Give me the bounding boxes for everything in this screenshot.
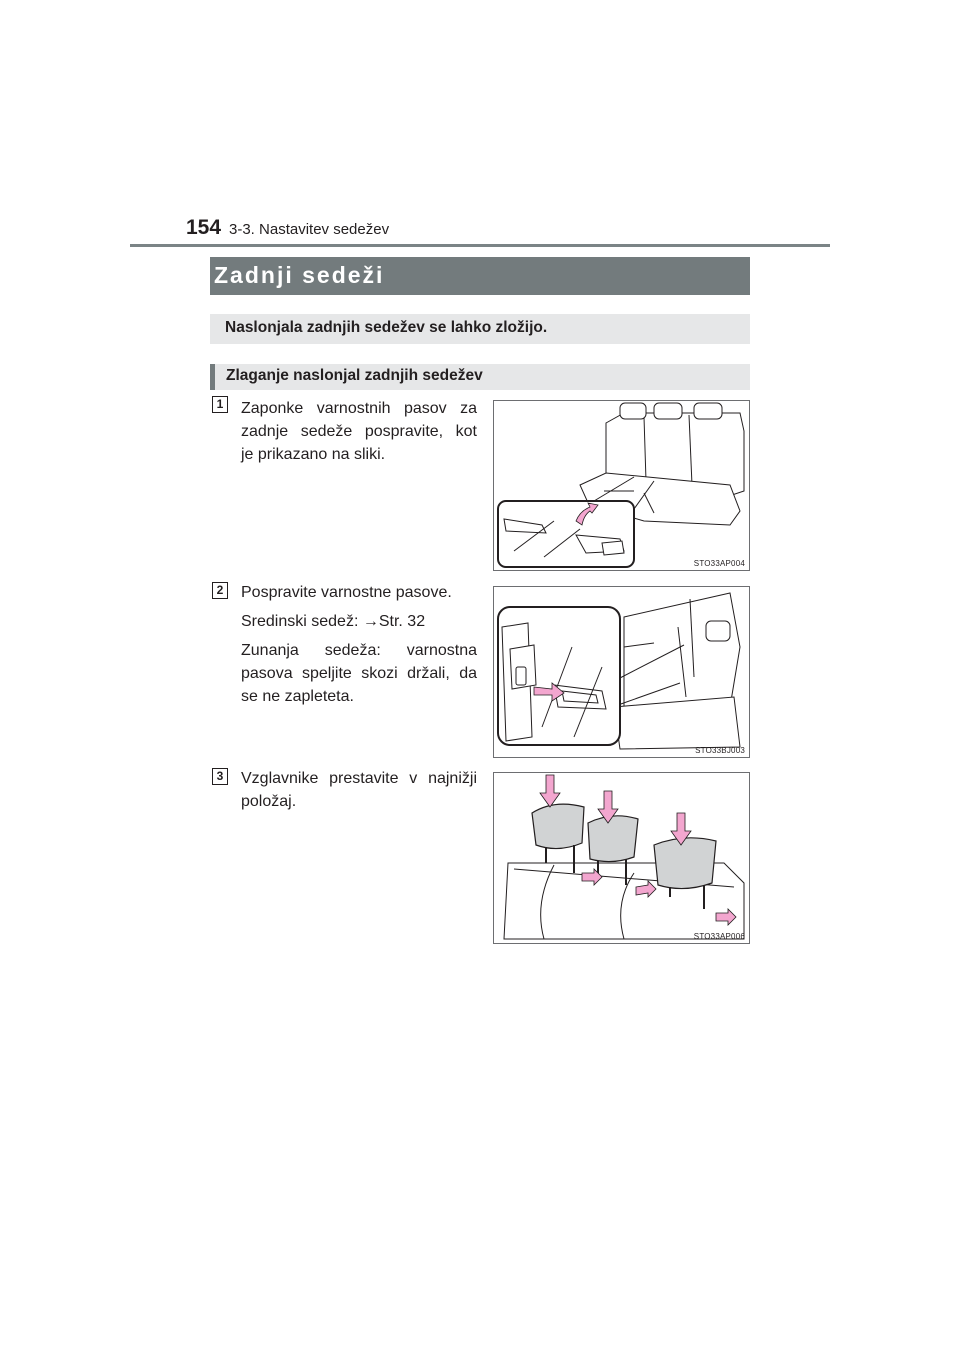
step-3-line: položaj. [241, 793, 297, 810]
step-2-line: pasova speljite skozi držali, da [241, 665, 477, 682]
section-title: Zadnji sedeži [214, 262, 385, 288]
figure-code: STO33BJ003 [695, 746, 745, 755]
header-rule [130, 244, 830, 247]
figure-code: STO33AP004 [693, 559, 745, 568]
step-1-line: je prikazano na sliki. [241, 446, 386, 463]
page-number: 154 [186, 216, 222, 239]
step-2-line: se ne zapleteta. [241, 688, 354, 705]
figure-code: STO33AP006 [693, 932, 745, 941]
step-number-3: 3 [212, 768, 228, 785]
subsection-title: Zlaganje naslonjal zadnjih sedežev [226, 367, 483, 384]
step-2-line: Zunanja sedeža: varnostna [241, 642, 477, 659]
step-number-2: 2 [212, 582, 228, 599]
headrests-illustration [494, 773, 749, 943]
figure-rear-seat-buckles [493, 400, 750, 571]
rear-seat-buckle-illustration [494, 401, 749, 570]
figure-seat-belt-holder [493, 586, 750, 758]
step-1-line: Zaponke varnostnih pasov za [241, 400, 477, 417]
chapter-title: 3-3. Nastavitev sedežev [229, 221, 390, 238]
step-number-1: 1 [212, 396, 228, 413]
step-1-text [241, 397, 477, 466]
intro-text: Naslonjala zadnjih sedežev se lahko zložijo. [225, 319, 548, 336]
down-arrow-icon [540, 775, 560, 807]
step-2-text [241, 581, 477, 708]
step-2-para: Pospravite varnostne pasove. [241, 584, 452, 601]
figure-headrests-lowest [493, 772, 750, 944]
step-3-line: Vzglavnike prestavite v najnižji [241, 770, 477, 787]
step-1-line: zadnje sedeže pospravite, kot [241, 423, 477, 440]
step-3-text [241, 767, 477, 813]
step-2-para: Sredinski sedež: →Str. 32 [241, 613, 426, 630]
seat-belt-holder-illustration [494, 587, 749, 757]
